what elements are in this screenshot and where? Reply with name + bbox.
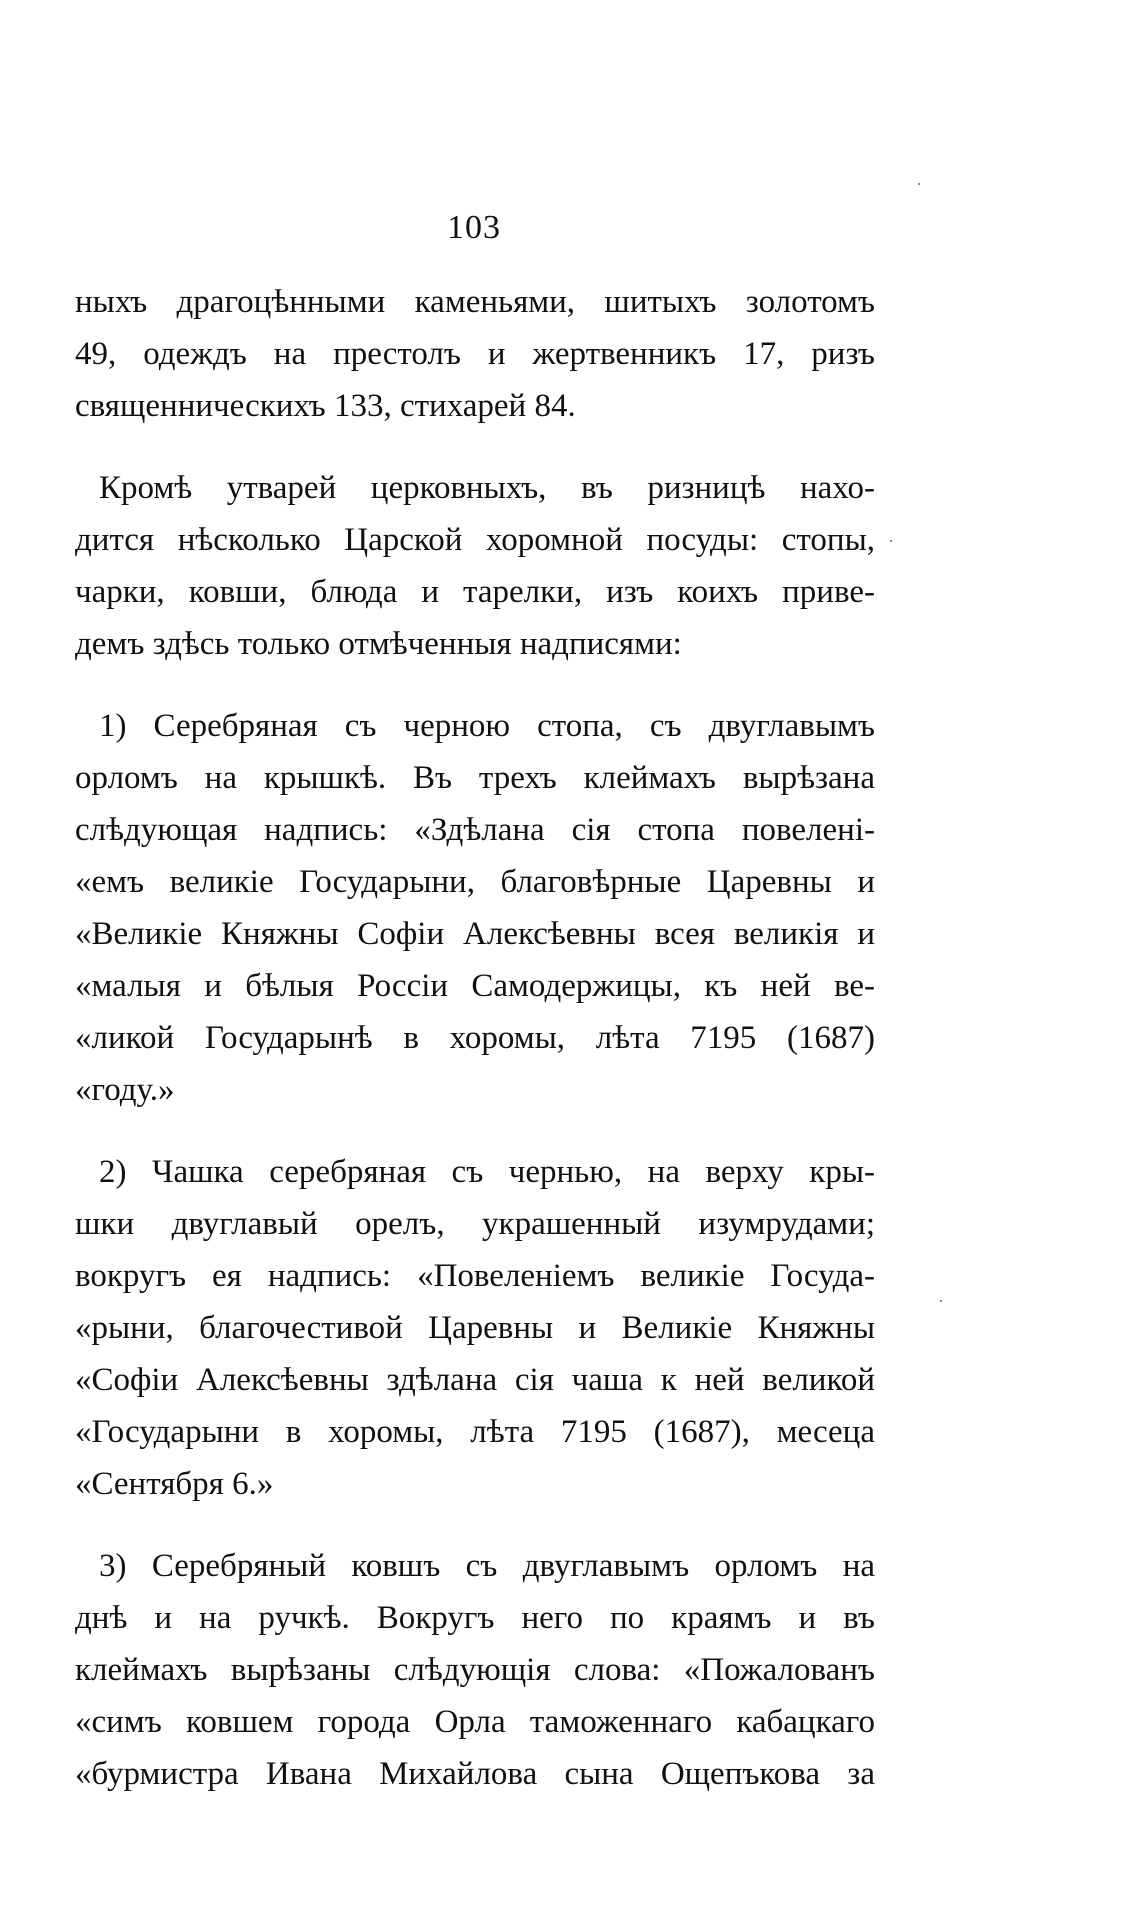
text-line: «симъ ковшем города Орла таможеннаго кабацкаго <box>75 1704 875 1740</box>
text-line: «Сентября 6.» <box>75 1466 274 1502</box>
text-line: священническихъ 133, стихарей 84. <box>75 388 576 424</box>
paragraph-3 <box>75 700 875 1116</box>
text-line: «рыни, благочестивой Царевны и Великіе Княжны <box>75 1310 875 1346</box>
text-line: ныхъ драгоцѣнными каменьями, шитыхъ золотомъ <box>75 284 875 320</box>
text-line: орломъ на крышкѣ. Въ трехъ клеймахъ вырѣзана <box>75 760 875 796</box>
text-line: днѣ и на ручкѣ. Вокругъ него по краямъ и въ <box>75 1600 875 1636</box>
scan-speck <box>940 1300 942 1302</box>
text-line: «Государыни в хоромы, лѣта 7195 (1687), месеца <box>75 1414 875 1450</box>
text-line: клеймахъ вырѣзаны слѣдующія слова: «Пожалованъ <box>75 1652 875 1688</box>
text-line: «ликой Государынѣ в хоромы, лѣта 7195 (1687) <box>75 1020 875 1056</box>
scan-speck <box>918 183 920 185</box>
text-line: Кромѣ утварей церковныхъ, въ ризницѣ нахо- <box>99 470 875 506</box>
text-line: «бурмистра Ивана Михайлова сына Ощепъкова за <box>75 1756 875 1792</box>
page-number: 103 <box>447 209 501 246</box>
paragraph-5 <box>75 1540 875 1800</box>
paragraph-2 <box>75 462 875 670</box>
text-line: «емъ великіе Государыни, благовѣрные Царевны и <box>75 864 875 900</box>
text-line: 1) Серебряная съ черною стопа, съ двуглавымъ <box>99 708 875 744</box>
text-line: дится нѣсколько Царской хоромной посуды: стопы, <box>75 522 875 558</box>
text-line: 2) Чашка серебряная съ чернью, на верху кры- <box>99 1154 875 1190</box>
scan-speck <box>890 540 892 542</box>
body-text <box>75 276 875 1800</box>
text-line: «Великіе Княжны Софіи Алексѣевны всея великія и <box>75 916 875 952</box>
text-line: 49, одеждъ на престолъ и жертвенникъ 17, ризъ <box>75 336 875 372</box>
paragraph-4 <box>75 1146 875 1510</box>
text-line: демъ здѣсь только отмѣченныя надписями: <box>75 626 682 662</box>
paragraph-1 <box>75 276 875 432</box>
text-line: вокругъ ея надпись: «Повеленіемъ великіе Госуда- <box>75 1258 875 1294</box>
text-line: шки двуглавый орелъ, украшенный изумрудами; <box>75 1206 875 1242</box>
text-line: 3) Серебряный ковшъ съ двуглавымъ орломъ на <box>99 1548 875 1584</box>
text-line: чарки, ковши, блюда и тарелки, изъ коихъ приве- <box>75 574 875 610</box>
text-line: «году.» <box>75 1072 175 1108</box>
text-line: «малыя и бѣлыя Россіи Самодержицы, къ ней ве- <box>75 968 875 1004</box>
text-line: «Софіи Алексѣевны здѣлана сія чаша к ней великой <box>75 1362 875 1398</box>
text-line: слѣдующая надпись: «Здѣлана сія стопа повелені- <box>75 812 875 848</box>
